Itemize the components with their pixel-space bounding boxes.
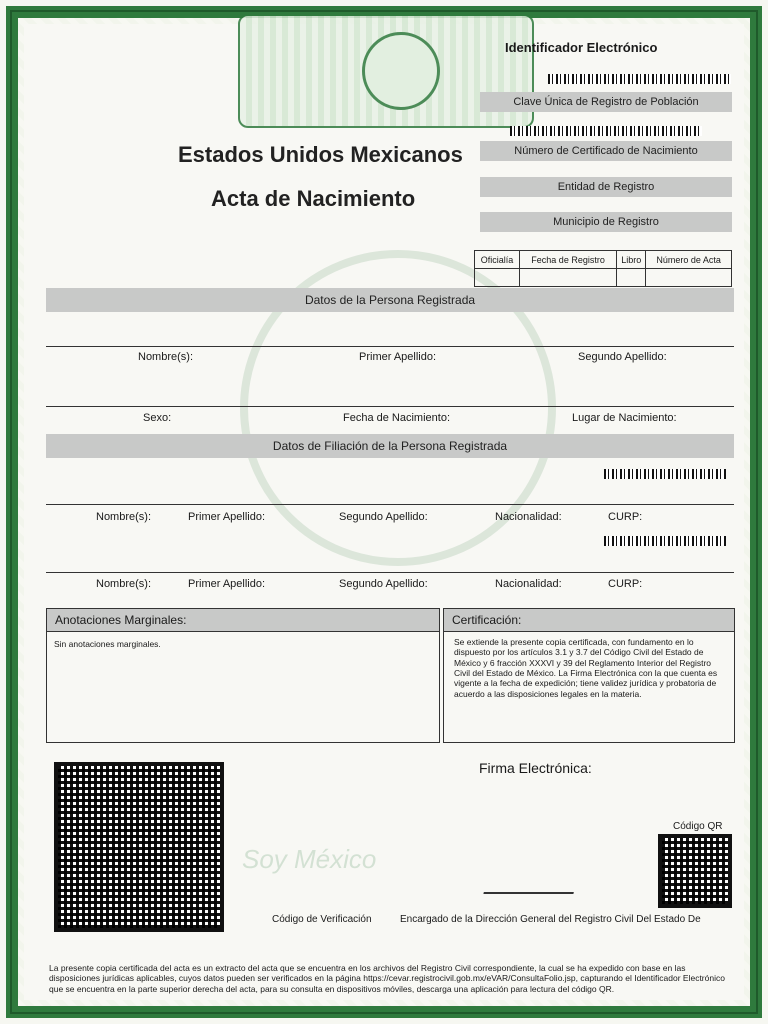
soy-mexico-watermark: Soy México: [242, 844, 377, 874]
parent-one-line: [46, 504, 734, 505]
parent-two-curp-label: CURP:: [608, 578, 643, 590]
parent-one-second-surname-label: Segundo Apellido:: [339, 511, 428, 523]
verification-label: Código de Verificación: [272, 914, 372, 925]
registered-person-section: Datos de la Persona Registrada: [46, 288, 734, 312]
parent-one-curp-barcode: [604, 469, 726, 479]
first-surname-label: Primer Apellido:: [359, 351, 437, 363]
book-header: Libro: [617, 251, 646, 269]
registry-table: [474, 250, 732, 287]
curp-barcode: [510, 126, 702, 136]
qr-code-label: Código QR: [673, 821, 723, 832]
birth-certificate-number-label: Número de Certificado de Nacimiento: [480, 141, 732, 161]
certification-box: [443, 608, 735, 743]
electronic-id-barcode: [548, 74, 731, 84]
affiliation-section: Datos de Filiación de la Persona Registrada: [46, 434, 734, 458]
second-surname-label: Segundo Apellido:: [578, 351, 667, 363]
page-subtitle: Acta de Nacimiento: [211, 186, 416, 211]
bottom-notice: La presente copia certificada del acta es un extracto del acta que se encuentra en los archivos del Registro Civil correspondiente, la cual se ha expedido con base en las disposiciones jurídicas aplicables, cuyos datos pueden ser verificados en la página https://cevar.registrocivil.gob.mx/eVAR/ConsultaFolio.jsp, capturando el Identificador Electrónico que se encuentra en la parte superior derecha del acta, para su consulta en dispositivos móviles, descarga una aplicación para lectura del código QR.: [49, 963, 725, 994]
parent-one-first-surname-label: Primer Apellido:: [188, 511, 266, 523]
birth-details-line: [46, 406, 734, 407]
name-label: Nombre(s):: [138, 351, 194, 363]
parent-two-second-surname-label: Segundo Apellido:: [339, 578, 428, 590]
parent-two-first-surname-label: Primer Apellido:: [188, 578, 266, 590]
registry-entity-label: Entidad de Registro: [480, 177, 732, 197]
parent-one-nationality-label: Nacionalidad:: [495, 511, 562, 523]
main-qr-code: [54, 762, 224, 932]
parent-two-curp-barcode: [604, 536, 726, 546]
registry-date-value-placeholder: [520, 269, 617, 287]
signature-mark: [483, 832, 586, 894]
page-title: Estados Unidos Mexicanos: [178, 142, 463, 167]
electronic-id-label: Identificador Electrónico: [505, 40, 658, 55]
small-qr-code: [658, 834, 732, 908]
marginal-notes-text: Sin anotaciones marginales.: [54, 639, 161, 649]
registry-office-header: Oficialía: [475, 251, 520, 269]
parent-two-nationality-label: Nacionalidad:: [495, 578, 562, 590]
registry-municipality-label: Municipio de Registro: [480, 212, 732, 232]
registry-date-header: Fecha de Registro: [520, 251, 617, 269]
certification-title: Certificación:: [444, 609, 734, 632]
birth-place-label: Lugar de Nacimiento:: [572, 412, 677, 424]
name-line: [46, 346, 734, 347]
act-number-header: Número de Acta: [646, 251, 732, 269]
book-value-placeholder: [617, 269, 646, 287]
office-line: Encargado de la Dirección General del Registro Civil Del Estado De: [400, 914, 701, 925]
parent-two-name-label: Nombre(s):: [96, 578, 152, 590]
act-number-value-placeholder: [646, 269, 732, 287]
marginal-notes-box: [46, 608, 440, 743]
registry-office-value-placeholder: [475, 269, 520, 287]
parent-one-curp-label: CURP:: [608, 511, 643, 523]
marginal-notes-title: Anotaciones Marginales:: [47, 609, 439, 632]
seal-icon: [362, 32, 440, 110]
electronic-signature-label: Firma Electrónica:: [479, 760, 592, 776]
curp-label: Clave Única de Registro de Población: [480, 92, 732, 112]
parent-one-name-label: Nombre(s):: [96, 511, 152, 523]
parent-two-line: [46, 572, 734, 573]
birth-date-label: Fecha de Nacimiento:: [343, 412, 450, 424]
certification-text: Se extiende la presente copia certificada, con fundamento en lo dispuesto por los artículos 3.1 y 3.7 del Código Civil del Estado de México y 6 fracción XXXVI y 39 del Reglamento Interior del Registro Civil del Estado de México. La Firma Electrónica con la que cuenta es vigente a la fecha de expedición; tiene validez jurídica y probatoria de acuerdo a las disposiciones legales en la materia.: [454, 637, 718, 699]
sex-label: Sexo:: [143, 412, 172, 424]
